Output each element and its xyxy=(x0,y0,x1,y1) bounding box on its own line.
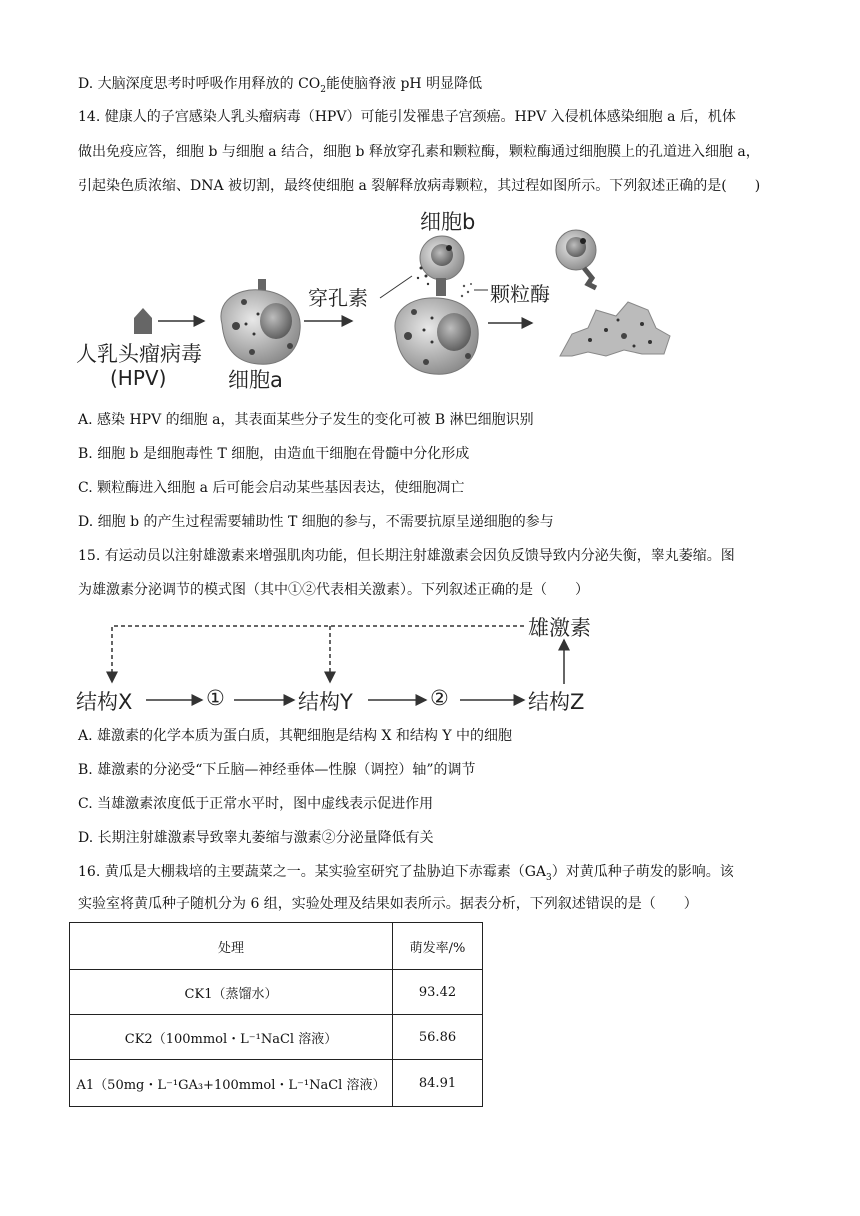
node-androgen: 雄激素 xyxy=(528,616,591,640)
header-treatment: 处理 xyxy=(70,923,393,970)
q15-option-b: B. 雄激素的分泌受“下丘脑—神经垂体—性腺（调控）轴”的调节 xyxy=(78,762,476,778)
label-perforin: 穿孔素 xyxy=(308,286,368,310)
table-row xyxy=(70,970,483,1015)
q14-stem-line-1: 14. 健康人的子宫感染人乳头瘤病毒（HPV）可能引发罹患子宫颈癌。HPV 入侵机体感染细胞 a 后，机体 xyxy=(78,109,736,125)
q14-stem-line-2: 做出免疫应答，细胞 b 与细胞 a 结合，细胞 b 释放穿孔素和颗粒酶，颗粒酶通过细胞膜上的孔道进入细胞 a， xyxy=(78,144,760,160)
q16-stem-line-1: 16. 黄瓜是大棚栽培的主要蔬菜之一。某实验室研究了盐胁迫下赤霉素$(GA_3)$对黄瓜种子萌发的影响。该 xyxy=(78,864,734,883)
q15-option-d: D. 长期注射雄激素导致睾丸萎缩与激素②分泌量降低有关 xyxy=(78,830,434,846)
table-row xyxy=(70,1015,483,1060)
label-granzyme: 颗粒酶 xyxy=(490,282,550,306)
q16-results-table xyxy=(69,922,483,1107)
label-cell-a: 细胞a xyxy=(228,368,283,392)
infected-cell-a-icon xyxy=(221,279,300,364)
cell-rate: 56.86 xyxy=(393,1015,483,1060)
q13-option-d: D. 大脑深度思考时呼吸作用释放的 $CO_2$能使脑脊液 pH 明显降低 xyxy=(78,76,483,95)
q14-option-c: C. 颗粒酶进入细胞 a 后可能会启动某些基因表达，使细胞凋亡 xyxy=(78,480,465,496)
cell-rate: 93.42 xyxy=(393,970,483,1015)
q14-option-a: A. 感染 HPV 的细胞 a，其表面某些分子发生的变化可被 B 淋巴细胞识别 xyxy=(78,412,534,428)
cell-treatment: CK1（蒸馏水） xyxy=(70,970,393,1015)
node-hormone-1: ① xyxy=(206,686,225,710)
q15-option-c: C. 当雄激素浓度低于正常水平时，图中虚线表示促进作用 xyxy=(78,796,434,812)
node-structure-z: 结构Z xyxy=(528,690,585,714)
node-structure-y: 结构Y xyxy=(298,690,353,714)
node-structure-x: 结构X xyxy=(76,690,133,714)
table-row xyxy=(70,1060,483,1107)
hpv-virus-icon xyxy=(134,308,152,334)
q14-option-b: B. 细胞 b 是细胞毒性 T 细胞，由造血干细胞在骨髓中分化形成 xyxy=(78,446,470,462)
perforin-pointer xyxy=(380,276,412,298)
q15-stem-line-1: 15. 有运动员以注射雄激素来增强肌肉功能，但长期注射雄激素会因负反馈导致内分泌失衡，睾丸萎缩。图 xyxy=(78,548,735,564)
q15-figure xyxy=(76,608,616,720)
node-hormone-2: ② xyxy=(430,686,449,710)
q14-stem-line-3: 引起染色质浓缩、DNA 被切割，最终使细胞 a 裂解释放病毒颗粒，其过程如图所示。下列叙述正确的是( ) xyxy=(78,178,761,194)
q15-stem-line-2: 为雄激素分泌调节的模式图（其中①②代表相关激素）。下列叙述正确的是（ ） xyxy=(78,582,589,598)
table-header-row xyxy=(70,923,483,970)
label-virus-abbr: (HPV) xyxy=(110,366,167,390)
lysed-cell-a-icon xyxy=(556,230,670,356)
q14-figure xyxy=(76,206,676,394)
label-cell-b: 细胞b xyxy=(420,210,476,234)
q15-option-a: A. 雄激素的化学本质为蛋白质，其靶细胞是结构 X 和结构 Y 中的细胞 xyxy=(78,728,513,744)
cell-b-attacking-icon xyxy=(395,236,478,374)
label-virus-name: 人乳头瘤病毒 xyxy=(76,342,202,366)
feedback-line-to-x xyxy=(112,626,524,682)
cell-rate: 84.91 xyxy=(393,1060,483,1107)
q14-option-d: D. 细胞 b 的产生过程需要辅助性 T 细胞的参与，不需要抗原呈递细胞的参与 xyxy=(78,514,554,530)
cell-treatment: A1（50mg・L⁻¹GA₃+100mmol・L⁻¹NaCl 溶液） xyxy=(70,1060,393,1107)
cell-treatment: CK2（100mmol・L⁻¹NaCl 溶液） xyxy=(70,1015,393,1060)
header-germination-rate: 萌发率/% xyxy=(393,923,483,970)
q16-stem-line-2: 实验室将黄瓜种子随机分为 6 组，实验处理及结果如表所示。据表分析，下列叙述错误的是（ ） xyxy=(78,896,698,912)
